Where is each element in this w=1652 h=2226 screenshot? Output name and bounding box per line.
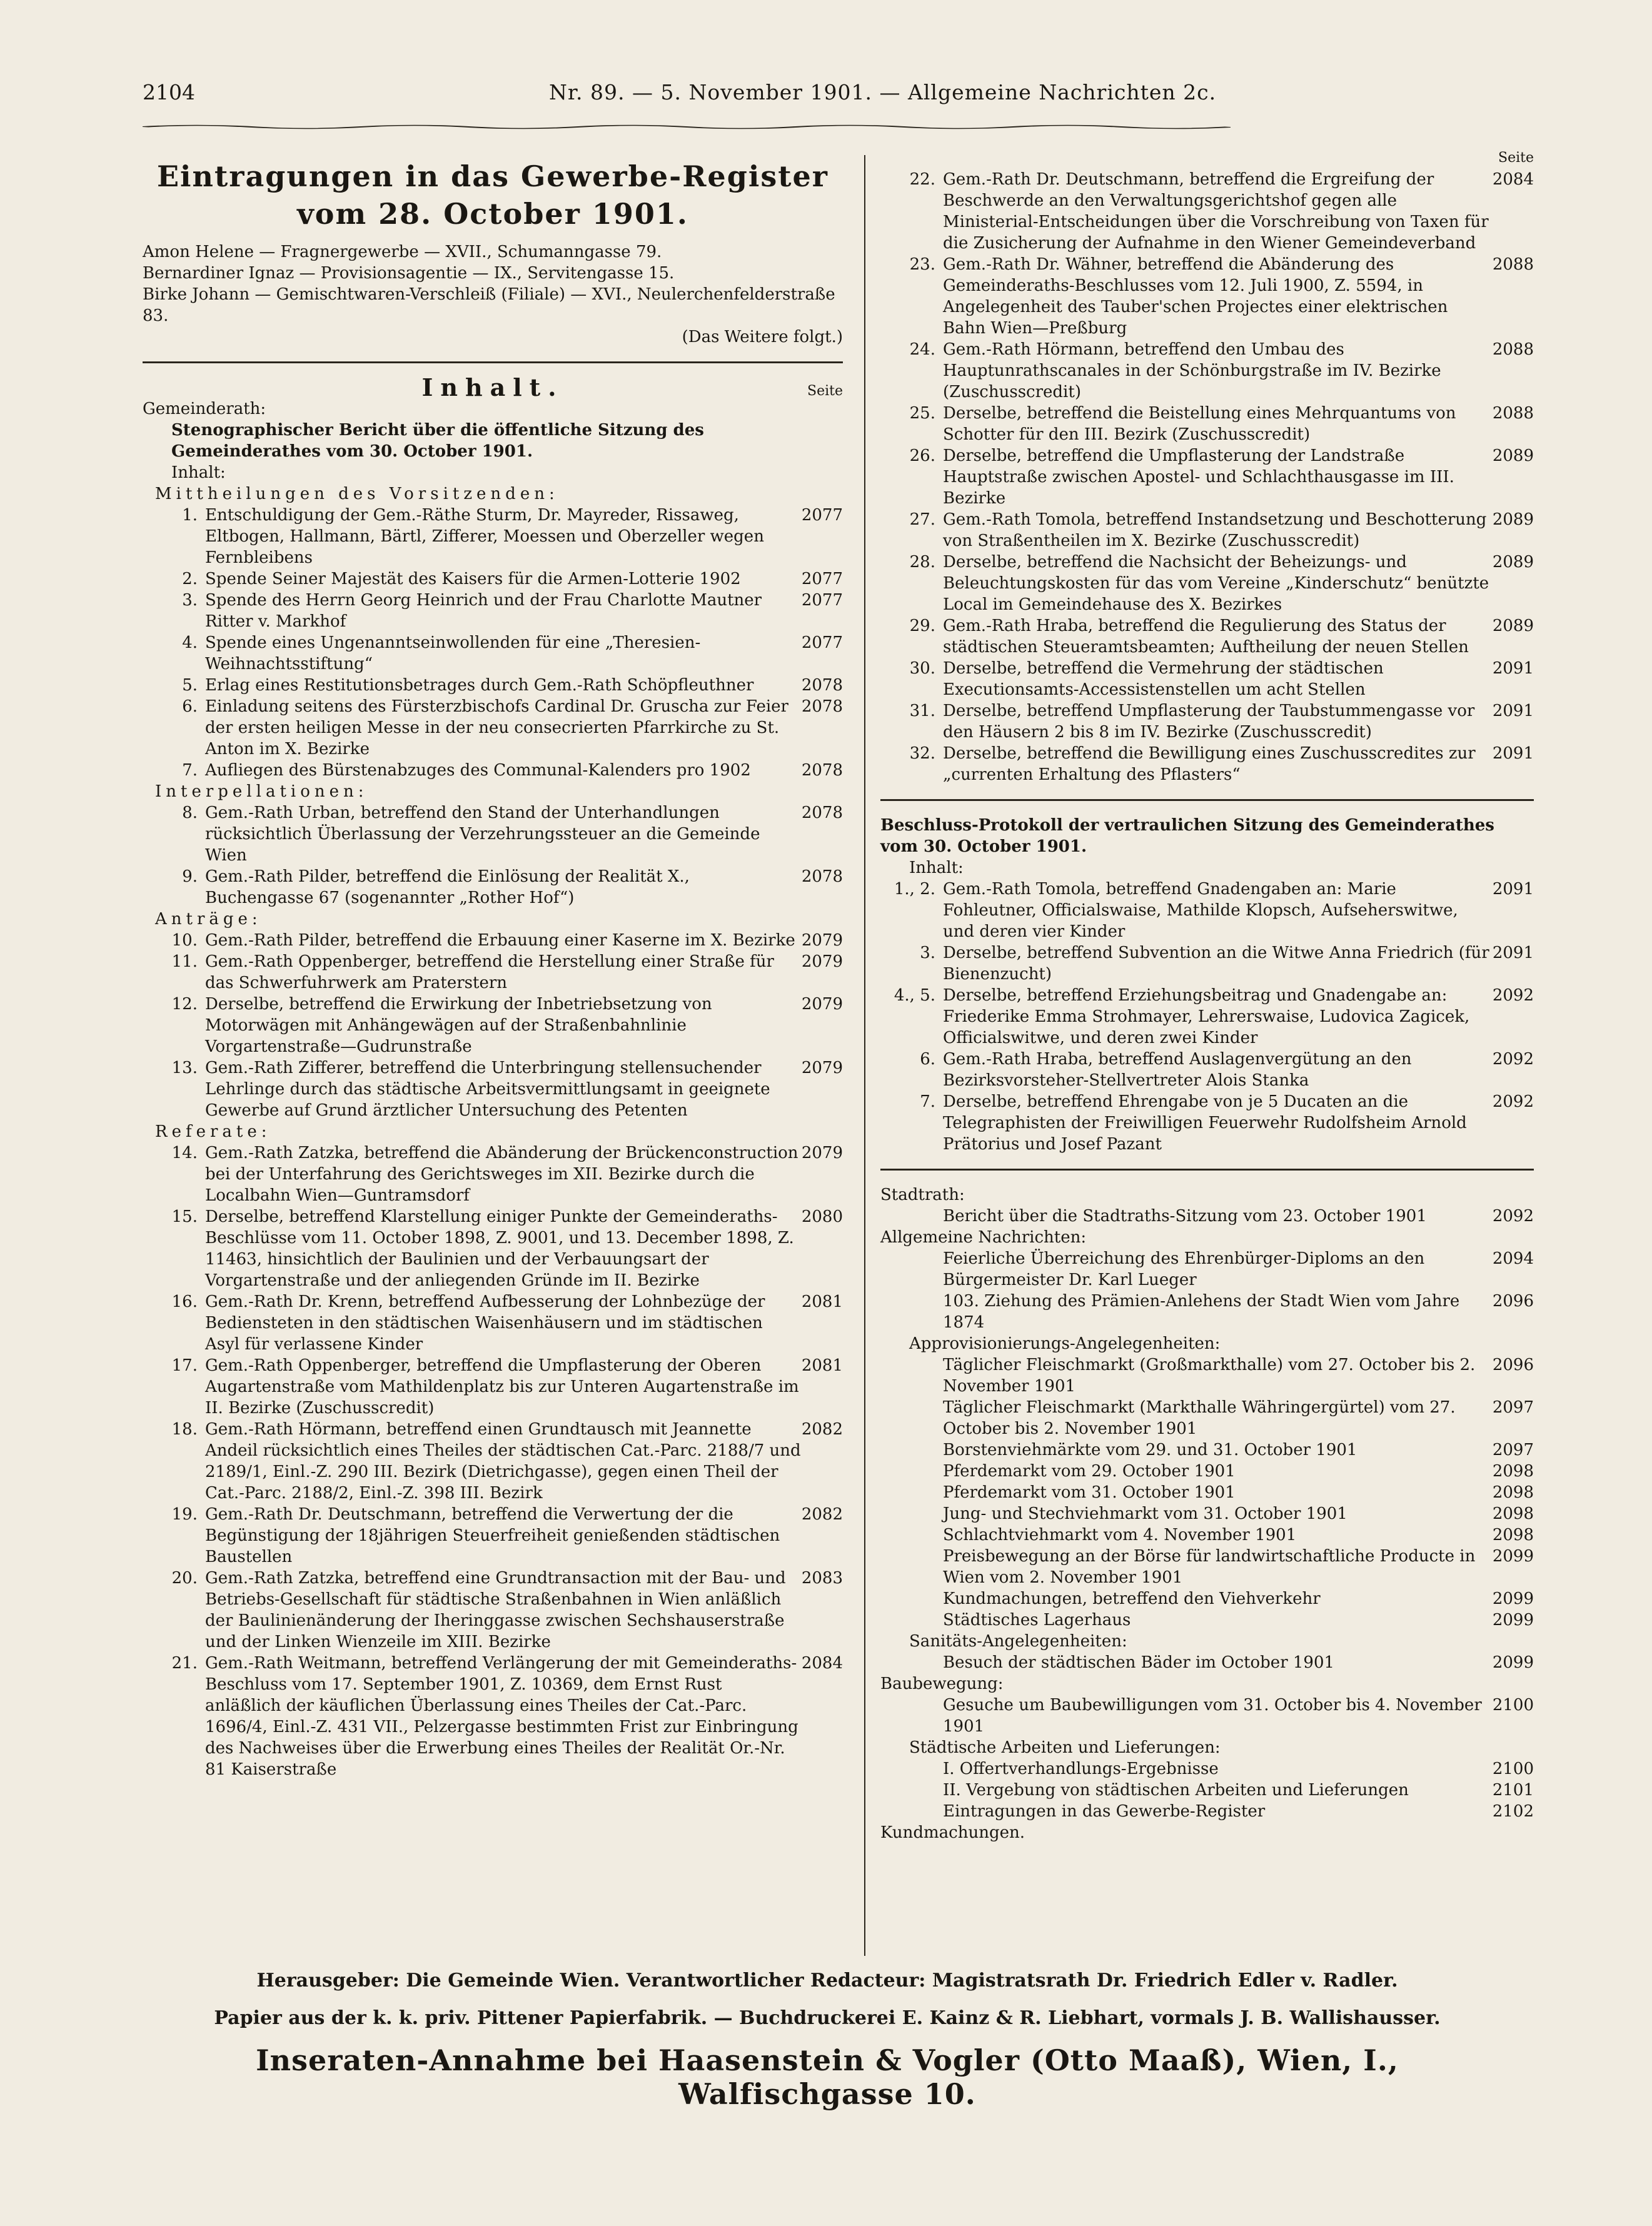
toc-entry-page: 2088 <box>1492 340 1534 359</box>
toc-entry-page: 2102 <box>1492 1802 1534 1821</box>
toc-entry-number: 7. <box>182 761 198 780</box>
toc-entry-text: Derselbe, betreffend die Bewilligung eines Zuschusscredites zur „currenten Erhaltung des Pflasters“ <box>943 744 1476 784</box>
list-item <box>880 743 1534 785</box>
list-item <box>880 1695 1534 1737</box>
toc-entry-number: 9. <box>182 867 198 886</box>
stenographic-title: Stenographischer Bericht über die öffentliche Sitzung des Gemeinderathes vom 30. October 1901. <box>171 421 704 461</box>
toc-entry-text: Gem.-Rath Dr. Deutschmann, betreffend die Verwertung der die Begünstigung der 18jährigen Steuerfreiheit genießenden städtischen Baustellen <box>205 1505 780 1566</box>
toc-entry-text: Aufliegen des Bürstenabzuges des Communal-Kalenders pro 1902 <box>205 761 751 780</box>
toc-entry-page: 2099 <box>1492 1653 1534 1672</box>
protokoll-title: Beschluss-Protokoll der vertraulichen Sitzung des Gemeinderathes vom 30. October 1901. <box>880 816 1494 856</box>
toc-entry-page: 2077 <box>801 570 843 588</box>
list-item <box>143 632 843 675</box>
toc-entry-text: Gem.-Rath Pilder, betreffend die Einlösung der Realität X., Buchengasse 67 (sogenannter „Rother Hof“) <box>205 867 690 907</box>
toc-entry-page: 2094 <box>1492 1249 1534 1268</box>
toc-entry-text: 103. Ziehung des Prämien-Anlehens der Stadt Wien vom Jahre 1874 <box>943 1292 1460 1332</box>
toc-entry-text: Derselbe, betreffend die Beistellung eines Mehrquantums von Schotter für den III. Bezirk (Zuschusscredit) <box>943 404 1456 444</box>
list-item <box>880 1049 1534 1091</box>
toc-entry-text: Einladung seitens des Fürsterzbischofs Cardinal Dr. Gruscha zur Feier der ersten heiligen Messe in der neu consecrierten Pfarrkirche zu St. Anton im X. Bezirke <box>205 697 788 758</box>
toc-entry-text: Gem.-Rath Dr. Wähner, betreffend die Abänderung des Gemeinderaths-Beschlusses vom 12. Juli 1900, Z. 5594, in Angelegenheit des Tauber'schen Projectes einer elektrischen Bahn Wien—Preßburg <box>943 255 1448 338</box>
toc-entry-number: 1. <box>182 506 198 525</box>
toc-entry-number: 21. <box>171 1654 198 1673</box>
toc-entry-text: Spende des Herrn Georg Heinrich und der Frau Charlotte Mautner Ritter v. Markhof <box>205 591 762 631</box>
toc-entry-page: 2091 <box>1492 659 1534 678</box>
toc-entry-page: 2079 <box>801 1144 843 1162</box>
list-item <box>880 1248 1534 1291</box>
toc-entry-page: 2084 <box>801 1654 843 1673</box>
toc-entry-page: 2091 <box>1492 880 1534 899</box>
toc-entry-number: 15. <box>171 1207 198 1226</box>
toc-entry-page: 2081 <box>801 1356 843 1375</box>
list-item <box>880 1206 1534 1227</box>
stadtrath-heading: Stadtrath: <box>880 1186 965 1204</box>
toc-entry-number <box>880 1354 943 1397</box>
list-item <box>880 615 1534 658</box>
list-item <box>143 1568 843 1653</box>
toc-entry-text: Täglicher Fleischmarkt (Großmarkthalle) vom 27. October bis 2. November 1901 <box>943 1356 1476 1396</box>
toc-entry-number <box>880 1291 943 1333</box>
toc-entry-page: 2088 <box>1492 404 1534 423</box>
approvisionierung-heading: Approvisionierungs-Angelegenheiten: <box>909 1334 1221 1353</box>
toc-entry-text: Derselbe, betreffend die Vermehrung der städtischen Executionsamts-Accessistenstellen um acht Stellen <box>943 659 1384 699</box>
list-item <box>880 985 1534 1049</box>
list-item <box>880 254 1534 339</box>
toc-entry-page: 2082 <box>801 1505 843 1524</box>
gemeinderath-heading: Gemeinderath: <box>143 400 266 418</box>
page-header <box>143 80 1231 118</box>
list-item <box>143 1206 843 1291</box>
toc-list-arbeiten <box>880 1758 1534 1801</box>
arbeiten-heading: Städtische Arbeiten und Lieferungen: <box>909 1738 1221 1757</box>
toc-entry-number: 4. <box>182 633 198 652</box>
toc-entry-text: Eintragungen in das Gewerbe-Register <box>943 1802 1266 1821</box>
toc-entry-page: 2089 <box>1492 553 1534 572</box>
toc-entry-text: Besuch der städtischen Bäder im October 1901 <box>943 1653 1335 1672</box>
register-entry: Bernardiner Ignaz — Provisionsagentie — IX., Servitengasse 15. <box>143 264 675 283</box>
sanitaets-heading: Sanitäts-Angelegenheiten: <box>909 1632 1127 1651</box>
toc-entry-page: 2077 <box>801 633 843 652</box>
list-item <box>143 1142 843 1206</box>
toc-entry-text: Derselbe, betreffend die Erwirkung der Inbetriebsetzung von Motorwägen mit Anhängewägen auf der Straßenbahnlinie Vorgartenstraße—Gudrunstraße <box>205 995 712 1056</box>
toc-entry-page: 2096 <box>1492 1356 1534 1374</box>
toc-entry-text: Gem.-Rath Hraba, betreffend Auslagenvergütung an den Bezirksvorsteher-Stellvertreter Alois Stanka <box>943 1050 1412 1090</box>
list-item <box>880 1291 1534 1333</box>
toc-entry-page: 2098 <box>1492 1504 1534 1523</box>
toc-entry-number: 5. <box>182 676 198 695</box>
list-item <box>880 1758 1534 1780</box>
footer-advertising: Inseraten-Annahme bei Haasenstein & Vogler (Otto Maaß), Wien, I., Walfischgasse 10. <box>256 2043 1399 2111</box>
toc-entry-text: Bericht über die Stadtraths-Sitzung vom 23. October 1901 <box>943 1207 1427 1226</box>
toc-entry-page: 2092 <box>1492 1207 1534 1226</box>
toc-entry-page: 2079 <box>801 952 843 971</box>
list-item <box>143 505 843 568</box>
toc-entry-page: 2097 <box>1492 1441 1534 1459</box>
toc-list-approvisionierung <box>880 1354 1534 1609</box>
list-item <box>143 1419 843 1504</box>
toc-entry-page: 2091 <box>1492 944 1534 962</box>
toc-entry-text: Gem.-Rath Hraba, betreffend die Regulierung des Status der städtischen Steueramtsbeamten; Auftheilung der neuen Stellen <box>943 617 1469 657</box>
seite-label: Seite <box>807 383 843 399</box>
register-title-line1: Eintragungen in das Gewerbe-Register <box>157 159 829 193</box>
toc-entry-page: 2096 <box>1492 1292 1534 1311</box>
toc-entry-page: 2099 <box>1492 1611 1534 1629</box>
toc-entry-text: Derselbe, betreffend die Nachsicht der Beheizungs- und Beleuchtungskosten für das vom Vereine „Kinderschutz“ benützte Local im Gemeindehause des X. Bezirkes <box>943 553 1489 614</box>
toc-entry-text: Feierliche Überreichung des Ehrenbürger-Diploms an den Bürgermeister Dr. Karl Lueger <box>943 1249 1425 1289</box>
list-item <box>143 590 843 632</box>
register-title-line2: vom 28. October 1901. <box>297 197 688 231</box>
toc-entry-text: Gesuche um Baubewilligungen vom 31. October bis 4. November 1901 <box>943 1696 1482 1736</box>
list-item <box>143 760 843 781</box>
list-item <box>143 568 843 590</box>
toc-entry-text: Gem.-Rath Pilder, betreffend die Erbauung einer Kaserne im X. Bezirke <box>205 931 795 950</box>
toc-entry-number: 12. <box>171 995 198 1014</box>
footer-printer: Papier aus der k. k. priv. Pittener Papierfabrik. — Buchdruckerei E. Kainz & R. Liebhart, vormals J. B. Wallishausser. <box>214 2007 1441 2029</box>
toc-entry-text: Spende Seiner Majestät des Kaisers für die Armen-Lotterie 1902 <box>205 570 741 588</box>
toc-entry-number: 27. <box>909 510 935 529</box>
toc-entry-page: 2078 <box>801 803 843 822</box>
toc-entry-text: Derselbe, betreffend Klarstellung einiger Punkte der Gemeinderaths-Beschlüsse vom 11. October 1898, Z. 9001, und 13. December 1898, Z. 11463, hinsichtlich der Baulinien und der Verbauungsart der Vorgartenstraße und der anliegenden Gründe im II. Bezirke <box>205 1207 794 1290</box>
toc-entry-number: 18. <box>171 1420 198 1439</box>
toc-entry-number <box>880 1588 943 1609</box>
list-item <box>143 675 843 696</box>
register-entry: Birke Johann — Gemischtwaren-Verschleiß (Filiale) — XVI., Neulerchenfelderstraße 83. <box>143 285 835 325</box>
toc-entry-page: 2081 <box>801 1292 843 1311</box>
toc-entry-number: 4., 5. <box>894 986 935 1005</box>
running-title: Nr. 89. — 5. November 1901. — Allgemeine Nachrichten 2c. <box>549 80 1217 104</box>
toc-entry-text: Derselbe, betreffend die Umpflasterung der Landstraße Hauptstraße zwischen Apostel- und Schlachthausgasse im III. Bezirke <box>943 446 1454 508</box>
list-item <box>880 1588 1534 1609</box>
toc-entry-number: 6. <box>182 697 198 716</box>
toc-entry-page: 2091 <box>1492 744 1534 763</box>
list-item <box>880 658 1534 700</box>
toc-entry-text: II. Vergebung von städtischen Arbeiten und Lieferungen <box>943 1781 1409 1800</box>
toc-entry-text: Derselbe, betreffend Ehrengabe von je 5 Ducaten an die Telegraphisten der Freiwilligen Feuerwehr Rudolfsheim Arnold Prätorius und Josef Pazant <box>943 1092 1467 1154</box>
toc-entry-text: Gem.-Rath Hörmann, betreffend den Umbau des Hauptunrathscanales in der Schönburgstraße im IV. Bezirke (Zuschusscredit) <box>943 340 1441 401</box>
section-rule <box>143 361 843 363</box>
toc-list-referate-continued <box>880 169 1534 785</box>
list-item <box>880 1091 1534 1155</box>
toc-entry-page: 2098 <box>1492 1462 1534 1481</box>
toc-entry-number <box>880 1397 943 1439</box>
seite-label-right: Seite <box>1498 150 1534 166</box>
list-item <box>143 866 843 909</box>
toc-entry-number: 6. <box>920 1050 935 1069</box>
contents-title-text: Inhalt. <box>421 373 564 401</box>
toc-entry-text: Gem.-Rath Oppenberger, betreffend die Herstellung einer Straße für das Schwerfuhrwerk am Praterstern <box>205 952 774 992</box>
toc-entry-text: Schlachtviehmarkt vom 4. November 1901 <box>943 1526 1297 1544</box>
toc-entry-page: 2089 <box>1492 510 1534 529</box>
inhalt-label: Inhalt: <box>171 463 226 482</box>
list-item <box>880 1461 1534 1482</box>
toc-entry-page: 2079 <box>801 995 843 1014</box>
list-item <box>143 696 843 760</box>
toc-entry-page: 2098 <box>1492 1483 1534 1502</box>
toc-entry-text: I. Offertverhandlungs-Ergebnisse <box>943 1760 1219 1778</box>
list-item <box>880 1780 1534 1801</box>
toc-entry-page: 2079 <box>801 1059 843 1077</box>
list-item <box>880 700 1534 743</box>
baubewegung-heading: Baubewegung: <box>880 1675 1004 1693</box>
list-item <box>880 1546 1534 1588</box>
toc-entry-number: 29. <box>909 617 935 635</box>
list-item <box>880 509 1534 551</box>
toc-entry-text: Gem.-Rath Tomola, betreffend Gnadengaben an: Marie Fohleutner, Officialswaise, Mathilde Klopsch, Aufseherswitwe, und deren vier Kinder <box>943 880 1458 941</box>
toc-entry-number: 13. <box>171 1059 198 1077</box>
toc-entry-number: 31. <box>909 702 935 720</box>
toc-entry-text: Derselbe, betreffend Erziehungsbeitrag und Gnadengabe an: Friederike Emma Strohmayer, Lehrerswaise, Ludovica Zagicek, Officialswitwe, und deren zwei Kinder <box>943 986 1470 1047</box>
toc-entry-text: Jung- und Stechviehmarkt vom 31. October 1901 <box>943 1504 1347 1523</box>
toc-entry-number: 7. <box>920 1092 935 1111</box>
register-title <box>143 158 843 233</box>
toc-entry-text: Gem.-Rath Weitmann, betreffend Verlängerung der mit Gemeinderaths-Beschluss vom 17. September 1901, Z. 10369, dem Ernst Rust anläßlich der käuflichen Überlassung eines Theiles der Cat.-Parc. 1696/4, Einl.-Z. 431 VII., Pelzergasse bestimmten Frist zur Einbringung des Nachweises über die Erwerbung eines Theiles der Realität Or.-Nr. 81 Kaiserstraße <box>205 1654 798 1779</box>
toc-entry-number: 14. <box>171 1144 198 1162</box>
toc-entry-page: 2078 <box>801 676 843 695</box>
toc-entry-page: 2097 <box>1492 1398 1534 1417</box>
toc-entry-text: Gem.-Rath Hörmann, betreffend einen Grundtausch mit Jeannette Andeil rücksichtlich eines Theiles der städtischen Cat.-Parc. 2188/7 und 2189/1, Einl.-Z. 290 III. Bezirk (Dietrichgasse), gegen einen Theil der Cat.-Parc. 2188/2, Einl.-Z. 398 III. Bezirk <box>205 1420 801 1503</box>
toc-entry-page: 2078 <box>801 697 843 716</box>
toc-entry-text: Gem.-Rath Zifferer, betreffend die Unterbringung stellensuchender Lehrlinge durch das städtische Arbeitsvermittlungsamt in geeignete Gewerbe auf Grund ärztlicher Untersuchung des Petenten <box>205 1059 770 1120</box>
toc-entry-text: Gem.-Rath Dr. Krenn, betreffend Aufbesserung der Lohnbezüge der Bediensteten in den städtischen Waisenhäusern und im städtischen Asyl für verlassene Kinder <box>205 1292 765 1354</box>
toc-entry-number: 25. <box>909 404 935 423</box>
toc-entry-page: 2092 <box>1492 986 1534 1005</box>
toc-entry-number: 30. <box>909 659 935 678</box>
list-item <box>880 1524 1534 1546</box>
list-item <box>880 1503 1534 1524</box>
toc-entry-page: 2089 <box>1492 446 1534 465</box>
toc-entry-text: Gem.-Rath Tomola, betreffend Instandsetzung und Beschotterung von Straßentheilen im X. Bezirke (Zuschusscredit) <box>943 510 1487 550</box>
right-column <box>880 148 1534 1843</box>
toc-entry-page: 2088 <box>1492 255 1534 274</box>
list-item <box>143 1653 843 1780</box>
list-item <box>880 879 1534 942</box>
contents-title <box>143 373 843 401</box>
toc-entry-text: Pferdemarkt vom 29. October 1901 <box>943 1462 1236 1481</box>
toc-entry-text: Erlag eines Restitutionsbetrages durch Gem.-Rath Schöpfleuthner <box>205 676 754 695</box>
list-item <box>880 339 1534 403</box>
list-item <box>880 942 1534 985</box>
header-wavy-rule <box>143 124 1231 130</box>
toc-entry-number: 19. <box>171 1505 198 1524</box>
toc-entry-text: Spende eines Ungenanntseinwollenden für eine „Theresien-Weihnachtsstiftung“ <box>205 633 701 673</box>
toc-entry-page: 2100 <box>1492 1760 1534 1778</box>
list-item <box>143 951 843 994</box>
mittheilungen-heading: Mittheilungen des Vorsitzenden: <box>155 485 559 503</box>
list-item <box>880 1397 1534 1439</box>
toc-entry-page: 2077 <box>801 591 843 610</box>
toc-entry-text: Täglicher Fleischmarkt (Markthalle Währingergürtel) vom 27. October bis 2. November 1901 <box>943 1398 1456 1438</box>
toc-entry-text: Derselbe, betreffend Umpflasterung der Taubstummengasse vor den Häusern 2 bis 8 im IV. Bezirke (Zuschusscredit) <box>943 702 1475 742</box>
toc-list-protokoll <box>880 879 1534 1155</box>
section-rule <box>880 799 1534 801</box>
toc-entry-number: 26. <box>909 446 935 465</box>
toc-entry-page: 2077 <box>801 506 843 525</box>
list-item <box>880 551 1534 615</box>
toc-entry-number <box>880 1780 943 1801</box>
interpellationen-heading: Interpellationen: <box>155 782 368 801</box>
toc-entry-page: 2091 <box>1492 702 1534 720</box>
toc-entry-number: 22. <box>909 170 935 189</box>
toc-entry-text: Borstenviehmärkte vom 29. und 31. October 1901 <box>943 1441 1357 1459</box>
list-item <box>143 1355 843 1419</box>
list-item <box>880 169 1534 254</box>
register-continued: (Das Weitere folgt.) <box>682 328 843 346</box>
toc-entry-number: 10. <box>171 931 198 950</box>
kundmachungen-heading: Kundmachungen. <box>880 1823 1025 1842</box>
allgemeine-heading: Allgemeine Nachrichten: <box>880 1228 1087 1247</box>
toc-entry-number <box>880 1524 943 1546</box>
toc-entry-text: Kundmachungen, betreffend den Viehverkehr <box>943 1589 1321 1608</box>
toc-entry-page: 2092 <box>1492 1092 1534 1111</box>
toc-entry-number: 28. <box>909 553 935 572</box>
toc-list-antraege <box>143 930 843 1121</box>
toc-entry-number <box>880 1439 943 1461</box>
section-rule <box>880 1169 1534 1171</box>
referate-heading: Referate: <box>155 1122 271 1141</box>
toc-entry-page: 2089 <box>1492 617 1534 635</box>
toc-entry-number: 3. <box>920 944 935 962</box>
toc-entry-number: 23. <box>909 255 935 274</box>
toc-entry-number: 24. <box>909 340 935 359</box>
toc-entry-page: 2083 <box>801 1569 843 1588</box>
toc-entry-page: 2100 <box>1492 1696 1534 1715</box>
toc-entry-text: Gem.-Rath Dr. Deutschmann, betreffend die Ergreifung der Beschwerde an den Verwaltungsgerichtshof gegen alle Ministerial-Entscheidungen über die Vorschreibung von Taxen für die Zusicherung der Aufnahme in den Wiener Gemeindeverband <box>943 170 1489 253</box>
toc-entry-number <box>880 1758 943 1780</box>
toc-entry-text: Gem.-Rath Oppenberger, betreffend die Umpflasterung der Oberen Augartenstraße vom Mathildenplatz bis zur Unteren Augartenstraße im II. Bezirke (Zuschusscredit) <box>205 1356 799 1418</box>
toc-entry-text: Derselbe, betreffend Subvention an die Witwe Anna Friedrich (für Bienenzucht) <box>943 944 1489 984</box>
page-number: 2104 <box>143 80 195 104</box>
list-item <box>143 1504 843 1568</box>
list-item <box>880 1439 1534 1461</box>
toc-entry-number <box>880 1248 943 1291</box>
toc-entry-page: 2099 <box>1492 1547 1534 1566</box>
toc-list-interpellationen <box>143 802 843 909</box>
toc-entry-text: Gem.-Rath Zatzka, betreffend eine Grundtransaction mit der Bau- und Betriebs-Gesellschaft für städtische Straßenbahnen in Wien anläßlich der Baulinienänderung der Iheringgasse zwischen Sechshauserstraße und der Linken Wienzeile im XIII. Bezirke <box>205 1569 786 1651</box>
list-item <box>880 1482 1534 1503</box>
inhalt-label: Inhalt: <box>909 859 964 877</box>
list-item <box>143 1291 843 1355</box>
footer-publisher: Herausgeber: Die Gemeinde Wien. Verantwortlicher Redacteur: Magistratsrath Dr. Friedrich Edler v. Radler. <box>256 1970 1398 1992</box>
toc-entry-page: 2098 <box>1492 1526 1534 1544</box>
toc-entry-number: 8. <box>182 803 198 822</box>
toc-entry-page: 2082 <box>801 1420 843 1439</box>
list-item <box>143 802 843 866</box>
toc-entry-number: 2. <box>182 570 198 588</box>
toc-entry-number: 11. <box>171 952 198 971</box>
toc-entry-number: 16. <box>171 1292 198 1311</box>
list-item <box>143 1057 843 1121</box>
toc-list-allgemeine <box>880 1248 1534 1333</box>
toc-entry-text: Entschuldigung der Gem.-Räthe Sturm, Dr. Mayreder, Rissaweg, Eltbogen, Hallmann, Bärtl, Zifferer, Moessen und Oberzeller wegen Fernbleibens <box>205 506 764 567</box>
toc-entry-text: Preisbewegung an der Börse für landwirtschaftliche Producte in Wien vom 2. November 1901 <box>943 1547 1476 1587</box>
list-item <box>143 930 843 951</box>
antraege-heading: Anträge: <box>155 910 262 929</box>
toc-entry-number <box>880 1482 943 1503</box>
toc-entry-number: 17. <box>171 1356 198 1375</box>
toc-entry-number: 3. <box>182 591 198 610</box>
toc-entry-number <box>880 1503 943 1524</box>
list-item <box>880 1652 1534 1673</box>
toc-entry-page: 2078 <box>801 867 843 886</box>
list-item <box>880 403 1534 445</box>
toc-entry-page: 2080 <box>801 1207 843 1226</box>
toc-entry-text: Pferdemarkt vom 31. October 1901 <box>943 1483 1236 1502</box>
toc-entry-text: Gem.-Rath Zatzka, betreffend die Abänderung der Brückenconstruction bei der Unterfahrung des Gerichtsweges im XII. Bezirke durch die Localbahn Wien—Guntramsdorf <box>205 1144 798 1205</box>
toc-entry-number <box>880 1461 943 1482</box>
toc-entry-page: 2099 <box>1492 1589 1534 1608</box>
toc-entry-page: 2079 <box>801 931 843 950</box>
list-item <box>143 994 843 1057</box>
toc-entry-number: 20. <box>171 1569 198 1588</box>
toc-entry-number: 1., 2. <box>894 880 935 899</box>
toc-entry-page: 2078 <box>801 761 843 780</box>
toc-list-mittheilungen <box>143 505 843 781</box>
toc-entry-page: 2084 <box>1492 170 1534 189</box>
toc-entry-number <box>880 1546 943 1588</box>
toc-entry-text: Gem.-Rath Urban, betreffend den Stand der Unterhandlungen rücksichtlich Überlassung der Verzehrungssteuer an die Gemeinde Wien <box>205 803 760 865</box>
toc-entry-text: Städtisches Lagerhaus <box>943 1611 1131 1629</box>
list-item <box>880 1609 1534 1631</box>
toc-entry-page: 2092 <box>1492 1050 1534 1069</box>
column-divider <box>864 155 865 1956</box>
toc-list-referate <box>143 1142 843 1780</box>
list-item <box>880 1354 1534 1397</box>
toc-entry-page: 2101 <box>1492 1781 1534 1800</box>
register-entry: Amon Helene — Fragnergewerbe — XVII., Schumanngasse 79. <box>143 243 662 261</box>
toc-entry-number: 32. <box>909 744 935 763</box>
list-item <box>880 1801 1534 1822</box>
list-item <box>880 445 1534 509</box>
left-column <box>143 158 843 1780</box>
